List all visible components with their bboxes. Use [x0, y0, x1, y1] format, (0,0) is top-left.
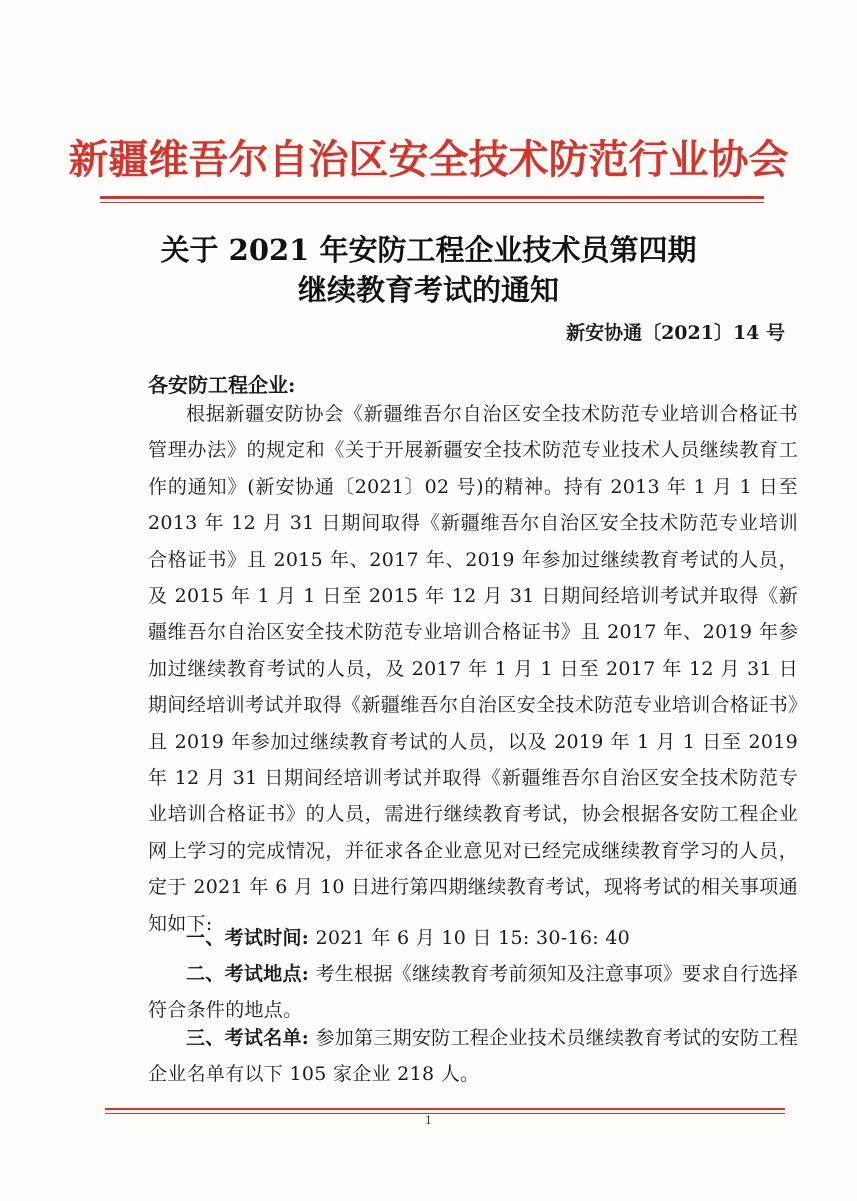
header-red-rule [100, 196, 764, 199]
item-text: 2021 年 6 月 10 日 15: 30-16: 40 [309, 927, 631, 949]
body-paragraph: 根据新疆安防协会《新疆维吾尔自治区安全技术防范专业培训合格证书管理办法》的规定和《关于开展新疆安全技术防范专业技术人员继续教育工作的通知》(新安协通〔2021〕02 号)的精神。持有 2013 年 1 月 1 日至 2013 年 12 月 31 日期间取得《新疆维吾尔自治区安全技术防范专业培训合格证书》且 2015 年、2017 年、2019 年参加过继续教育考试的人员，及 2015 年 1 月 1 日至 2015 年 12 月 31 日期间经培训考试并取得《新疆维吾尔自治区安全技术防范专业培训合格证书》且 2017 年、2019 年参加过继续教育考试的人员，及 2017 年 1 月 1 日至 2017 年 12 月 31 日期间经培训考试并取得《新疆维吾尔自治区安全技术防范专业培训合格证书》且 2019 年参加过继续教育考试的人员，以及 2019 年 1 月 1 日至 2019 年 12 月 31 日期间经培训考试并取得《新疆维吾尔自治区安全技术防范专业培训合格证书》的人员，需进行继续教育考试，协会根据各安防工程企业网上学习的完成情况，并征求各企业意见对已经完成继续教育学习的人员，定于 2021 年 6 月 10 日进行第四期继续教育考试，现将考试的相关事项通知如下: [148, 403, 798, 935]
item-label: 三、考试名单: [186, 1027, 310, 1049]
document-title-line-2: 继续教育考试的通知 [297, 273, 559, 307]
item-exam-list [148, 1020, 798, 1093]
item-text: 考生根据《继续教育考前须知及注意事项》要求自行选择符合条件的地点。 [148, 963, 798, 1022]
item-exam-time [148, 920, 798, 956]
footer-red-rule [105, 1108, 785, 1110]
document-number: 新安协通〔2021〕14 号 [566, 322, 785, 344]
organization-header: 新疆维吾尔自治区安全技术防范行业协会 [68, 136, 789, 183]
item-label: 一、考试时间: [186, 927, 310, 949]
header-red-rule-thin [100, 202, 764, 203]
document-title-line-1: 关于 2021 年安防工程企业技术员第四期 [160, 233, 697, 267]
item-text: 参加第三期安防工程企业技术员继续教育考试的安防工程企业名单有以下 105 家企业 218 人。 [148, 1027, 798, 1086]
item-exam-location [148, 956, 798, 1029]
page-number: 1 [425, 1114, 432, 1127]
item-label: 二、考试地点: [186, 963, 310, 985]
salutation: 各安防工程企业: [148, 373, 296, 397]
